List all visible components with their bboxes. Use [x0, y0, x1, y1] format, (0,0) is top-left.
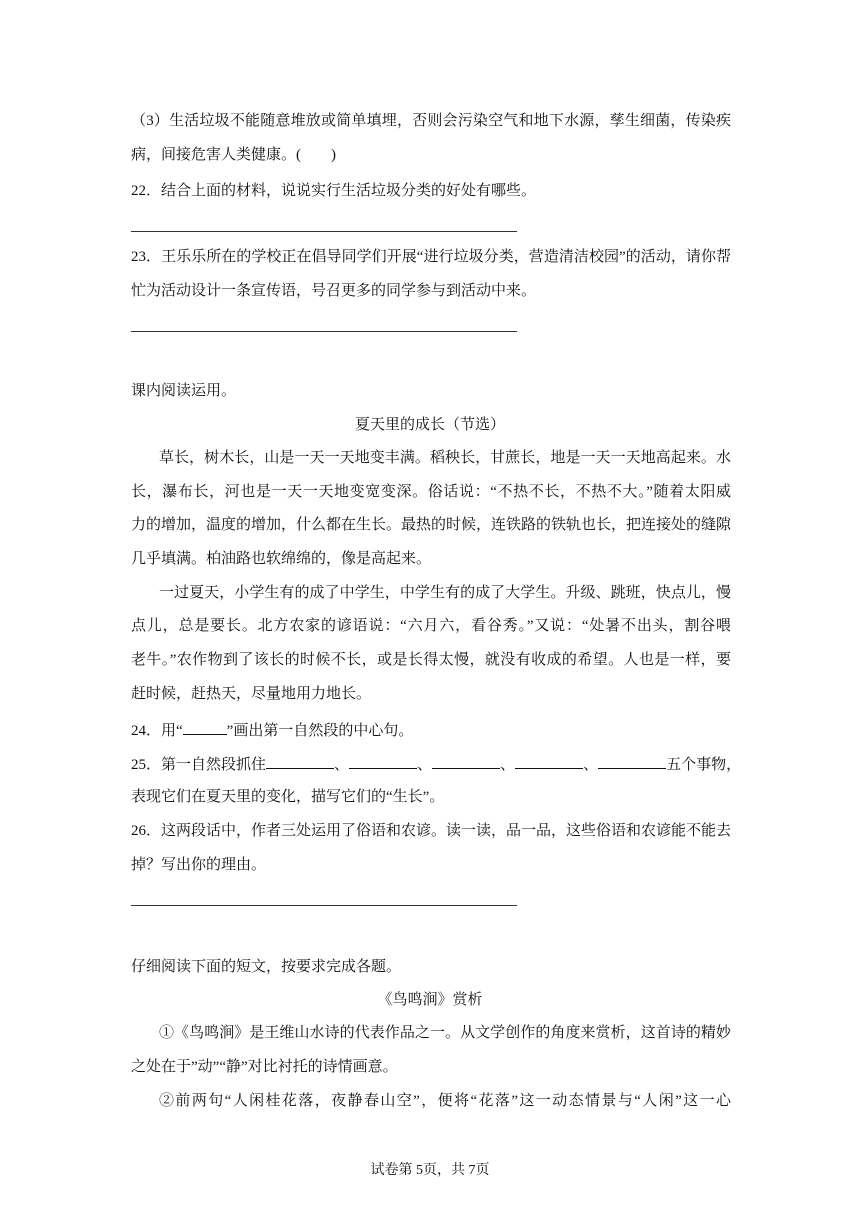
q25-line2: 表现它们在夏天里的变化，描写它们的“生长”。: [131, 789, 445, 805]
q25-sep: 、: [583, 757, 599, 773]
section1-heading: 课内阅读运用。: [131, 383, 237, 399]
q25-sep: 、: [334, 757, 350, 773]
section2-p1-line: 之处在于”动”“静”对比衬托的诗情画意。: [131, 1059, 398, 1075]
q24-suffix: ”画出第一自然段的中心句。: [226, 723, 414, 739]
q24-text: [131, 718, 731, 742]
section1-p2-line: 赶时候，赶热天，尽量地用力地长。: [131, 686, 372, 702]
q25-sep: 、: [417, 757, 433, 773]
q26-line2: 掉？写出你的理由。: [131, 857, 267, 873]
section1-p1-line: 几乎填满。柏油路也软绵绵的，像是高起来。: [131, 551, 432, 567]
section1-p2-line: 点儿，总是要长。北方农家的谚语说：“六月六，看谷秀。”又说：“处暑不出头，割谷喂: [131, 618, 731, 634]
q21-3-line2: 病，间接危害人类健康。( ): [131, 147, 336, 163]
q25-sep: 、: [500, 757, 516, 773]
page-footer: 试卷第 5页，共 7页: [370, 1163, 490, 1178]
q22-text: 22．结合上面的材料，说说实行生活垃圾分类的好处有哪些。: [131, 183, 537, 199]
section1-title: 夏天里的成长（节选）: [354, 417, 505, 433]
answer-line-q22[interactable]: [131, 231, 517, 232]
q25-blank-2[interactable]: [349, 752, 417, 769]
section2-p2-line: ②前两句“人闲桂花落，夜静春山空”，便将“花落”这一动态情景与“人闲”这一心: [159, 1093, 731, 1109]
q23-line1: 23．王乐乐所在的学校正在倡导同学们开展“进行垃圾分类，营造清洁校园”的活动，请你帮: [131, 249, 731, 265]
q25-blank-5[interactable]: [598, 752, 666, 769]
q24-prefix: 24．用“: [131, 723, 183, 739]
section1-p1-line: 长，瀑布长，河也是一天一天地变宽变深。俗话说：“不热不长，不热不大。”随着太阳威: [131, 484, 731, 500]
q25-blank-3[interactable]: [432, 752, 500, 769]
section1-p1-line: 力的增加，温度的增加，什么都在生长。最热的时候，连铁路的铁轨也长，把连接处的缝隙: [131, 517, 732, 533]
section1-p1-line: 草长，树木长，山是一天一天地变丰满。稻秧长，甘蔗长，地是一天一天地高起来。水: [159, 450, 731, 466]
q25-blank-4[interactable]: [515, 752, 583, 769]
q25-blank-1[interactable]: [266, 752, 334, 769]
section2-heading: 仔细阅读下面的短文，按要求完成各题。: [131, 959, 402, 975]
q23-line2: 忙为活动设计一条宣传语，号召更多的同学参与到活动中来。: [131, 283, 537, 299]
section2-title: 《鸟鸣涧》赏析: [377, 992, 483, 1008]
q21-3-line1: （3）生活垃圾不能随意堆放或简单填埋，否则会污染空气和地下水源，孳生细菌，传染疾: [131, 113, 731, 129]
q24-blank[interactable]: [183, 718, 227, 735]
q25-prefix: 25．第一自然段抓住: [131, 757, 267, 773]
answer-line-q23[interactable]: [131, 331, 517, 332]
section1-p2-line: 老牛。”农作物到了该长的时候不长，或是长得太慢，就没有收成的希望。人也是一样，要: [131, 652, 731, 668]
q25-suffix: 五个事物，: [666, 757, 742, 773]
section1-p2-line: 一过夏天，小学生有的成了中学生，中学生有的成了大学生。升级、跳班，快点儿，慢: [159, 585, 731, 601]
section2-p1-line: ①《鸟鸣涧》是王维山水诗的代表作品之一。从文学创作的角度来赏析，这首诗的精妙: [159, 1025, 731, 1041]
q26-line1: 26．这两段话中，作者三处运用了俗语和农谚。读一读，品一品，这些俗语和农谚能不能去: [131, 823, 732, 839]
answer-line-q26[interactable]: [131, 905, 517, 906]
q25-line1: [131, 752, 742, 776]
